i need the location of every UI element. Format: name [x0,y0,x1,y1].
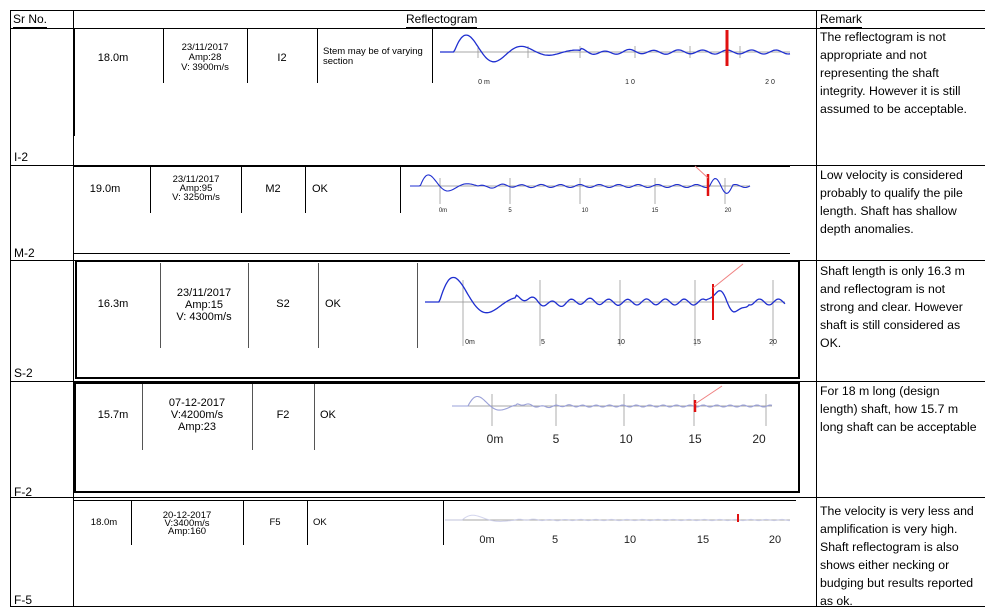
row5-top-line [74,500,796,501]
row1-length: 18.0m [97,52,129,64]
row1-sep-2 [247,28,248,83]
tick-label: 15 [696,534,710,546]
row3-result: OK [325,298,341,310]
row3-sep-2 [248,263,249,348]
row5-result: OK [313,517,327,528]
sr-no-row-4: F-2 [14,485,32,499]
reflectogram-trace-m2 [410,166,750,216]
row2-date: 23/11/2017 [172,174,220,185]
row2-sep-4 [400,166,401,213]
row2-sep-3 [305,166,306,213]
tick-label: 0 m [478,79,490,86]
tick-label: 15 [651,208,659,214]
header-reflectogram: Reflectogram [406,12,478,26]
row5-sep-2 [243,501,244,545]
row4-pile: F2 [276,409,290,421]
row3-pile: S2 [276,298,290,310]
tick-label: 20 [724,208,732,214]
tick-label: 1 0 [625,79,635,86]
row5-sep-3 [307,501,308,545]
row3-amp: Amp:15 [185,299,223,311]
row3-date: 23/11/2017 [176,287,232,299]
row1-sep-3 [317,28,318,83]
remark-row-5: The velocity is very less and amplification is very high. Shaft reflectogram is also shows either necking or budging but results reported as ok. [820,504,974,608]
tick-label: 0m [438,208,448,214]
row1-pile: I2 [277,52,287,64]
toe-marker-guide [695,166,708,178]
tick-label: 5 [541,339,545,346]
tick-label: 10 [623,534,637,546]
row5-date: 20-12-2017 [162,510,212,521]
row1-date: 23/11/2017 [181,42,229,53]
trace-waveform [452,397,772,411]
row2-amp: Amp:95 [179,183,213,194]
tick-label: 2 0 [765,79,775,86]
row1-amp: Amp:28 [188,52,222,63]
tick-label: 0m [479,534,495,546]
trace-waveform [440,35,790,62]
tick-label: 0m [486,432,504,446]
trace-waveform [425,278,785,313]
row4-date: 07-12-2017 [168,397,226,409]
tick-label: 5 [552,432,560,446]
row1-sep-4 [432,28,433,83]
toe-marker-guide [713,264,743,288]
row4-sep-3 [314,384,315,450]
row5-length: 18.0m [90,517,118,528]
tick-label: 10 [581,208,589,214]
row1-sep-1 [163,28,164,83]
remark-row-3: Shaft length is only 16.3 m and reflectogram is not strong and clear. However shaft is still considered as OK. [820,264,965,350]
row3-length: 16.3m [97,298,129,310]
tick-label: 15 [688,432,702,446]
remark-row-4: For 18 m long (design length) shaft, how 15.7 m long shaft can be acceptable [820,384,977,434]
row2-sep-2 [241,166,242,213]
remark-row-2: Low velocity is considered probably to qualify the pile length. Shaft has shallow depth anomalies. [820,168,963,236]
row2-pile: M2 [265,183,281,195]
row4-sep-2 [252,384,253,450]
row4-length: 15.7m [97,409,129,421]
row5-velocity: V:3400m/s [164,518,210,529]
tick-label: 0m [465,339,475,346]
remark-row-1: The reflectogram is not appropriate and not representing the shaft integrity. However it is still assumed to be acceptable. [820,30,967,116]
row4-velocity: V:4200m/s [170,409,224,421]
tick-label: 20 [752,432,766,446]
row5-amp: Amp:160 [167,526,207,537]
row-divider-4 [10,497,985,498]
column-divider-2 [816,10,817,607]
row1-result: Stem may be of varying section [323,46,423,67]
tick-label: 5 [551,534,559,546]
sr-no-row-1: I-2 [14,150,29,164]
reflectogram-trace-f5 [445,502,790,552]
row5-pile: F5 [269,517,281,528]
row2-length: 19.0m [89,183,121,195]
reflectogram-trace-f2 [452,384,782,454]
row3-velocity: V: 4300m/s [176,311,232,323]
reflectogram-trace-i2 [440,28,790,90]
row5-sep-4 [443,501,444,545]
row2-velocity: V: 3250m/s [172,192,220,203]
row4-sep-1 [142,384,143,450]
tick-label: 5 [508,208,512,214]
row2-result: OK [312,183,328,195]
tick-label: 10 [619,432,633,446]
header-sr-no: Sr No. [13,12,48,26]
toe-marker-guide [695,386,722,404]
header-remark: Remark [820,12,863,26]
row3-sep-4 [417,263,418,348]
reflectogram-trace-s2 [425,262,785,352]
row1-velocity: V: 3900m/s [181,62,229,73]
row2-sep-1 [150,166,151,213]
row3-sep-1 [160,263,161,348]
row4-amp: Amp:23 [178,421,216,433]
row4-result: OK [320,409,336,421]
row5-sep-1 [131,501,132,545]
sr-no-row-3: S-2 [14,366,33,380]
row3-sep-3 [318,263,319,348]
tick-label: 15 [693,339,701,346]
sr-no-row-2: M-2 [14,246,35,260]
tick-label: 10 [617,339,625,346]
tick-label: 20 [768,534,782,546]
sr-no-row-5: F-5 [14,593,32,607]
row2-bottom-line [74,253,790,254]
row1-left-border [74,28,75,136]
tick-label: 20 [769,339,777,346]
